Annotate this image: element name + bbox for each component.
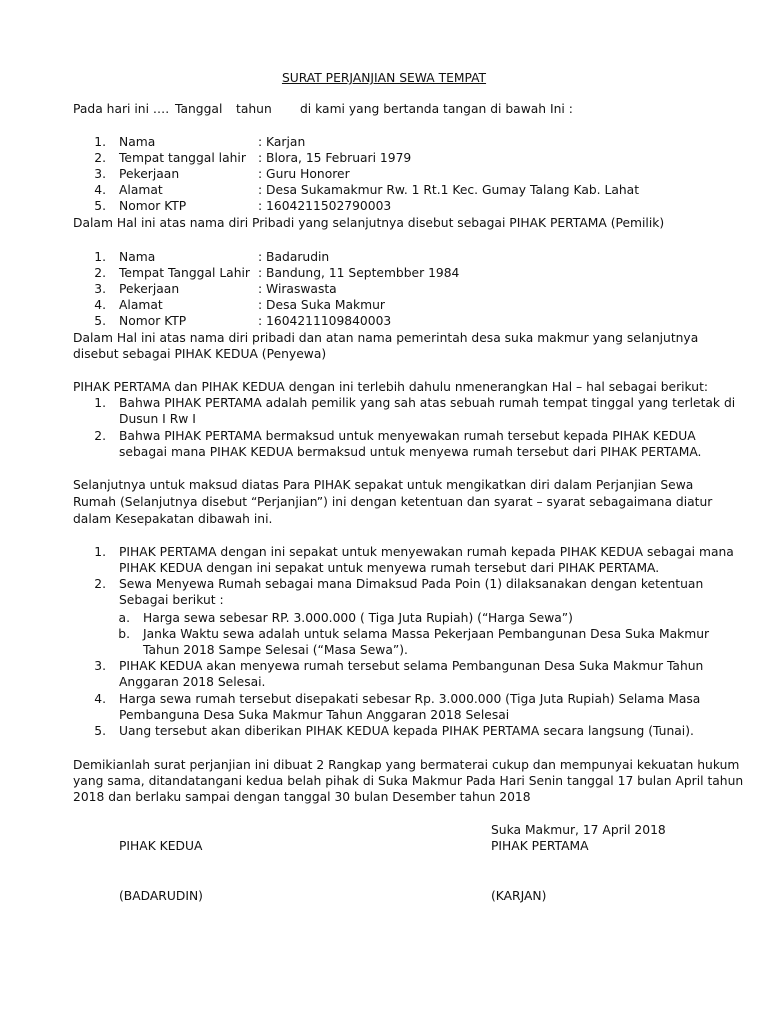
item-text-line: Harga sewa rumah tersebut disepakati sebesar Rp. 3.000.000 (Tiga Juta Rupiah) Selama Masa [119, 692, 701, 706]
party2-statement-line: Dalam Hal ini atas nama diri pribadi dan atan nama pemerintah desa suka makmur yang selanjutnya [73, 331, 699, 345]
field-number: 1. [94, 250, 106, 264]
item-text-line: Dusun I Rw I [119, 412, 196, 426]
closing-line: yang sama, ditandatangani kedua belah pihak di Suka Makmur Pada Hari Senin tanggal 17 bulan April tahun [73, 774, 744, 788]
field-value: : Badarudin [258, 250, 330, 264]
field-value: : Desa Suka Makmur [258, 298, 385, 312]
item-text-line: Uang tersebut akan diberikan PIHAK KEDUA kepada PIHAK PERTAMA secara langsung (Tunai). [119, 724, 694, 738]
closing-line: 2018 dan berlaku sampai dengan tanggal 30 bulan Desember tahun 2018 [73, 790, 531, 804]
party1-statement: Dalam Hal ini atas nama diri Pribadi yang selanjutnya disebut sebagai PIHAK PERTAMA (Pemilik) [73, 216, 665, 230]
item-number: 5. [94, 724, 106, 738]
subitem-letter: b. [118, 627, 130, 641]
opening-day: Pada hari ini …. [73, 102, 170, 116]
left-signatory-role: PIHAK KEDUA [119, 839, 203, 853]
opening-year: tahun [236, 102, 272, 116]
field-number: 3. [94, 167, 106, 181]
field-value: : 1604211109840003 [258, 314, 392, 328]
field-label: Nomor KTP [119, 314, 187, 328]
field-label: Nama [119, 250, 156, 264]
field-number: 3. [94, 282, 106, 296]
subitem-letter: a. [118, 611, 130, 625]
opening-statement: di kami yang bertanda tangan di bawah Ini : [300, 102, 573, 116]
field-label: Pekerjaan [119, 282, 180, 296]
item-text-line: Bahwa PIHAK PERTAMA bermaksud untuk menyewakan rumah tersebut kepada PIHAK KEDUA [119, 429, 696, 443]
item-number: 1. [94, 545, 106, 559]
preamble: PIHAK PERTAMA dan PIHAK KEDUA dengan ini terlebih dahulu nmenerangkan Hal – hal sebagai berikut: [73, 380, 709, 394]
item-text-line: Tahun 2018 Sampe Selesai (“Masa Sewa”). [143, 643, 408, 657]
left-signatory-name: (BADARUDIN) [119, 889, 203, 903]
closing-line: Demikianlah surat perjanjian ini dibuat 2 Rangkap yang bermaterai cukup dan mempunyai kekuatan hukum [73, 758, 740, 772]
right-signatory-role: PIHAK PERTAMA [491, 839, 589, 853]
field-value: : Bandung, 11 Septembber 1984 [258, 266, 460, 280]
item-text-line: Harga sewa sebesar RP. 3.000.000 ( Tiga Juta Rupiah) (“Harga Sewa”) [143, 611, 573, 625]
field-label: Alamat [119, 183, 163, 197]
place-date: Suka Makmur, 17 April 2018 [491, 823, 666, 837]
right-signatory-name: (KARJAN) [491, 889, 547, 903]
item-number: 3. [94, 659, 106, 673]
field-value: : Guru Honorer [258, 167, 350, 181]
agreement-intro-line: Rumah (Selanjutnya disebut “Perjanjian”) ini dengan ketentuan dan syarat – syarat sebagaimana diatur [73, 495, 713, 509]
field-value: : Blora, 15 Februari 1979 [258, 151, 412, 165]
item-number: 1. [94, 396, 106, 410]
field-label: Pekerjaan [119, 167, 180, 181]
field-value: : Desa Sukamakmur Rw. 1 Rt.1 Kec. Gumay Talang Kab. Lahat [258, 183, 640, 197]
field-number: 5. [94, 314, 106, 328]
field-number: 2. [94, 266, 106, 280]
opening-date: Tanggal [175, 102, 223, 116]
item-text-line: Pembanguna Desa Suka Makmur Tahun Anggaran 2018 Selesai [119, 708, 510, 722]
field-value: : 1604211502790003 [258, 199, 392, 213]
item-text-line: PIHAK KEDUA dengan ini sepakat untuk menyewa rumah tersebut dari PIHAK PERTAMA. [119, 561, 660, 575]
field-label: Tempat tanggal lahir [119, 151, 246, 165]
field-value: : Karjan [258, 135, 306, 149]
item-text-line: Bahwa PIHAK PERTAMA adalah pemilik yang sah atas sebuah rumah tempat tinggal yang terletak di [119, 396, 736, 410]
item-text-line: Sebagai berikut : [119, 593, 224, 607]
item-text-line: Anggaran 2018 Selesai. [119, 675, 266, 689]
field-label: Nama [119, 135, 156, 149]
item-text-line: sebagai mana PIHAK KEDUA bermaksud untuk menyewa rumah tersebut dari PIHAK PERTAMA. [119, 445, 702, 459]
item-number: 4. [94, 692, 106, 706]
field-number: 4. [94, 298, 106, 312]
party2-statement-line: disebut sebagai PIHAK KEDUA (Penyewa) [73, 347, 327, 361]
item-text-line: Sewa Menyewa Rumah sebagai mana Dimaksud Pada Poin (1) dilaksanakan dengan ketentuan [119, 577, 704, 591]
field-label: Nomor KTP [119, 199, 187, 213]
item-text-line: PIHAK PERTAMA dengan ini sepakat untuk menyewakan rumah kepada PIHAK KEDUA sebagai mana [119, 545, 734, 559]
field-number: 4. [94, 183, 106, 197]
field-label: Alamat [119, 298, 163, 312]
field-number: 2. [94, 151, 106, 165]
item-number: 2. [94, 577, 106, 591]
document-title: SURAT PERJANJIAN SEWA TEMPAT [281, 71, 487, 85]
field-value: : Wiraswasta [258, 282, 337, 296]
agreement-intro-line: Selanjutnya untuk maksud diatas Para PIHAK sepakat untuk mengikatkan diri dalam Perjanjian Sewa [73, 478, 694, 492]
field-number: 1. [94, 135, 106, 149]
item-text-line: PIHAK KEDUA akan menyewa rumah tersebut selama Pembangunan Desa Suka Makmur Tahun [119, 659, 704, 673]
agreement-intro-line: dalam Kesepakatan dibawah ini. [73, 512, 273, 526]
field-label: Tempat Tanggal Lahir [119, 266, 250, 280]
item-number: 2. [94, 429, 106, 443]
item-text-line: Janka Waktu sewa adalah untuk selama Massa Pekerjaan Pembangunan Desa Suka Makmur [143, 627, 710, 641]
field-number: 5. [94, 199, 106, 213]
